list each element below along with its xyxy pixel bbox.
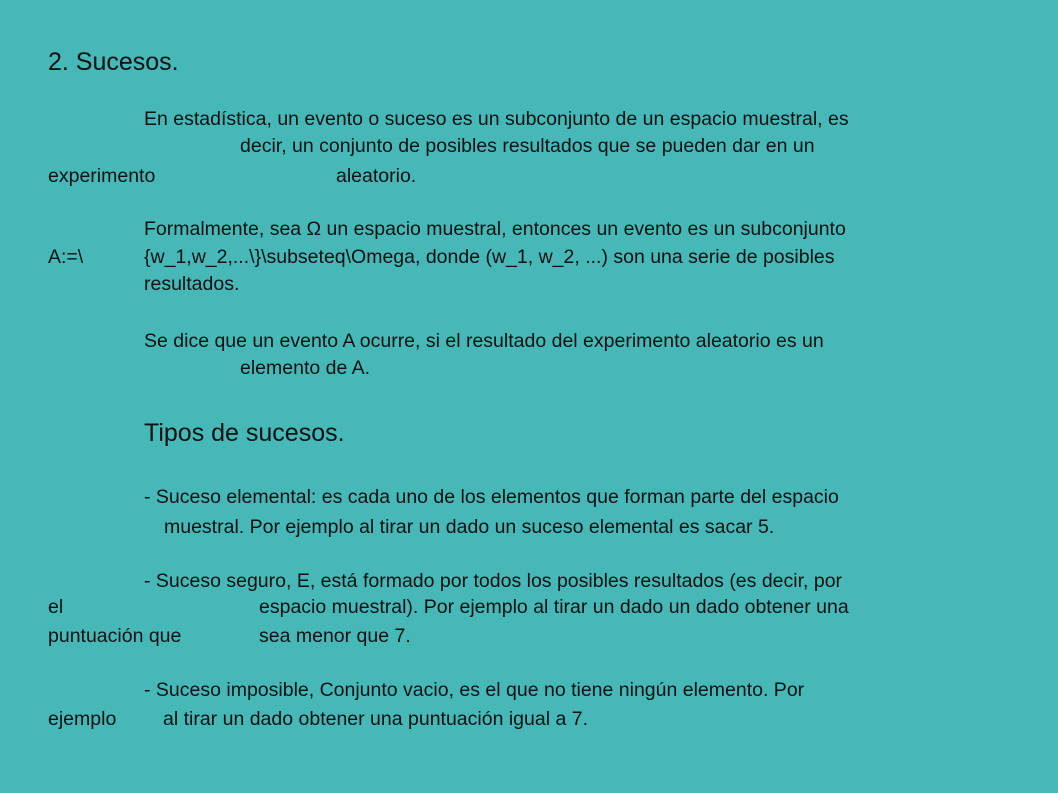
seguro-line-3a: puntuación que — [48, 625, 182, 647]
definition-line-3a: experimento — [48, 165, 156, 187]
imposible-line-2a: ejemplo — [48, 708, 117, 730]
seguro-line-2a: el — [48, 596, 64, 618]
types-heading: Tipos de sucesos. — [144, 419, 345, 447]
seguro-line-3b: sea menor que 7. — [259, 625, 411, 647]
formal-line-2a: A:=\ — [48, 246, 84, 268]
definition-line-1: En estadística, un evento o suceso es un subconjunto de un espacio muestral, es — [144, 108, 849, 130]
seguro-line-2b: espacio muestral). Por ejemplo al tirar un dado un dado obtener una — [259, 596, 849, 618]
elemental-line-1: - Suceso elemental: es cada uno de los elementos que forman parte del espacio — [144, 486, 839, 508]
occurs-line-1: Se dice que un evento A ocurre, si el resultado del experimento aleatorio es un — [144, 330, 824, 352]
elemental-line-2: muestral. Por ejemplo al tirar un dado un suceso elemental es sacar 5. — [164, 516, 775, 538]
formal-line-3: resultados. — [144, 273, 240, 295]
imposible-line-2b: al tirar un dado obtener una puntuación igual a 7. — [163, 708, 588, 730]
formal-line-2b: {w_1,w_2,...\}\subseteq\Omega, donde (w_1, w_2, ...) son una serie de posibles — [144, 246, 835, 268]
imposible-line-1: - Suceso imposible, Conjunto vacio, es el que no tiene ningún elemento. Por — [144, 679, 805, 701]
definition-line-2: decir, un conjunto de posibles resultados que se pueden dar en un — [240, 135, 815, 157]
definition-line-3b: aleatorio. — [336, 165, 417, 187]
slide-title: 2. Sucesos. — [48, 48, 179, 76]
seguro-line-1: - Suceso seguro, E, está formado por todos los posibles resultados (es decir, por — [144, 570, 843, 592]
occurs-line-2: elemento de A. — [240, 357, 371, 379]
formal-line-1: Formalmente, sea Ω un espacio muestral, entonces un evento es un subconjunto — [144, 218, 846, 240]
